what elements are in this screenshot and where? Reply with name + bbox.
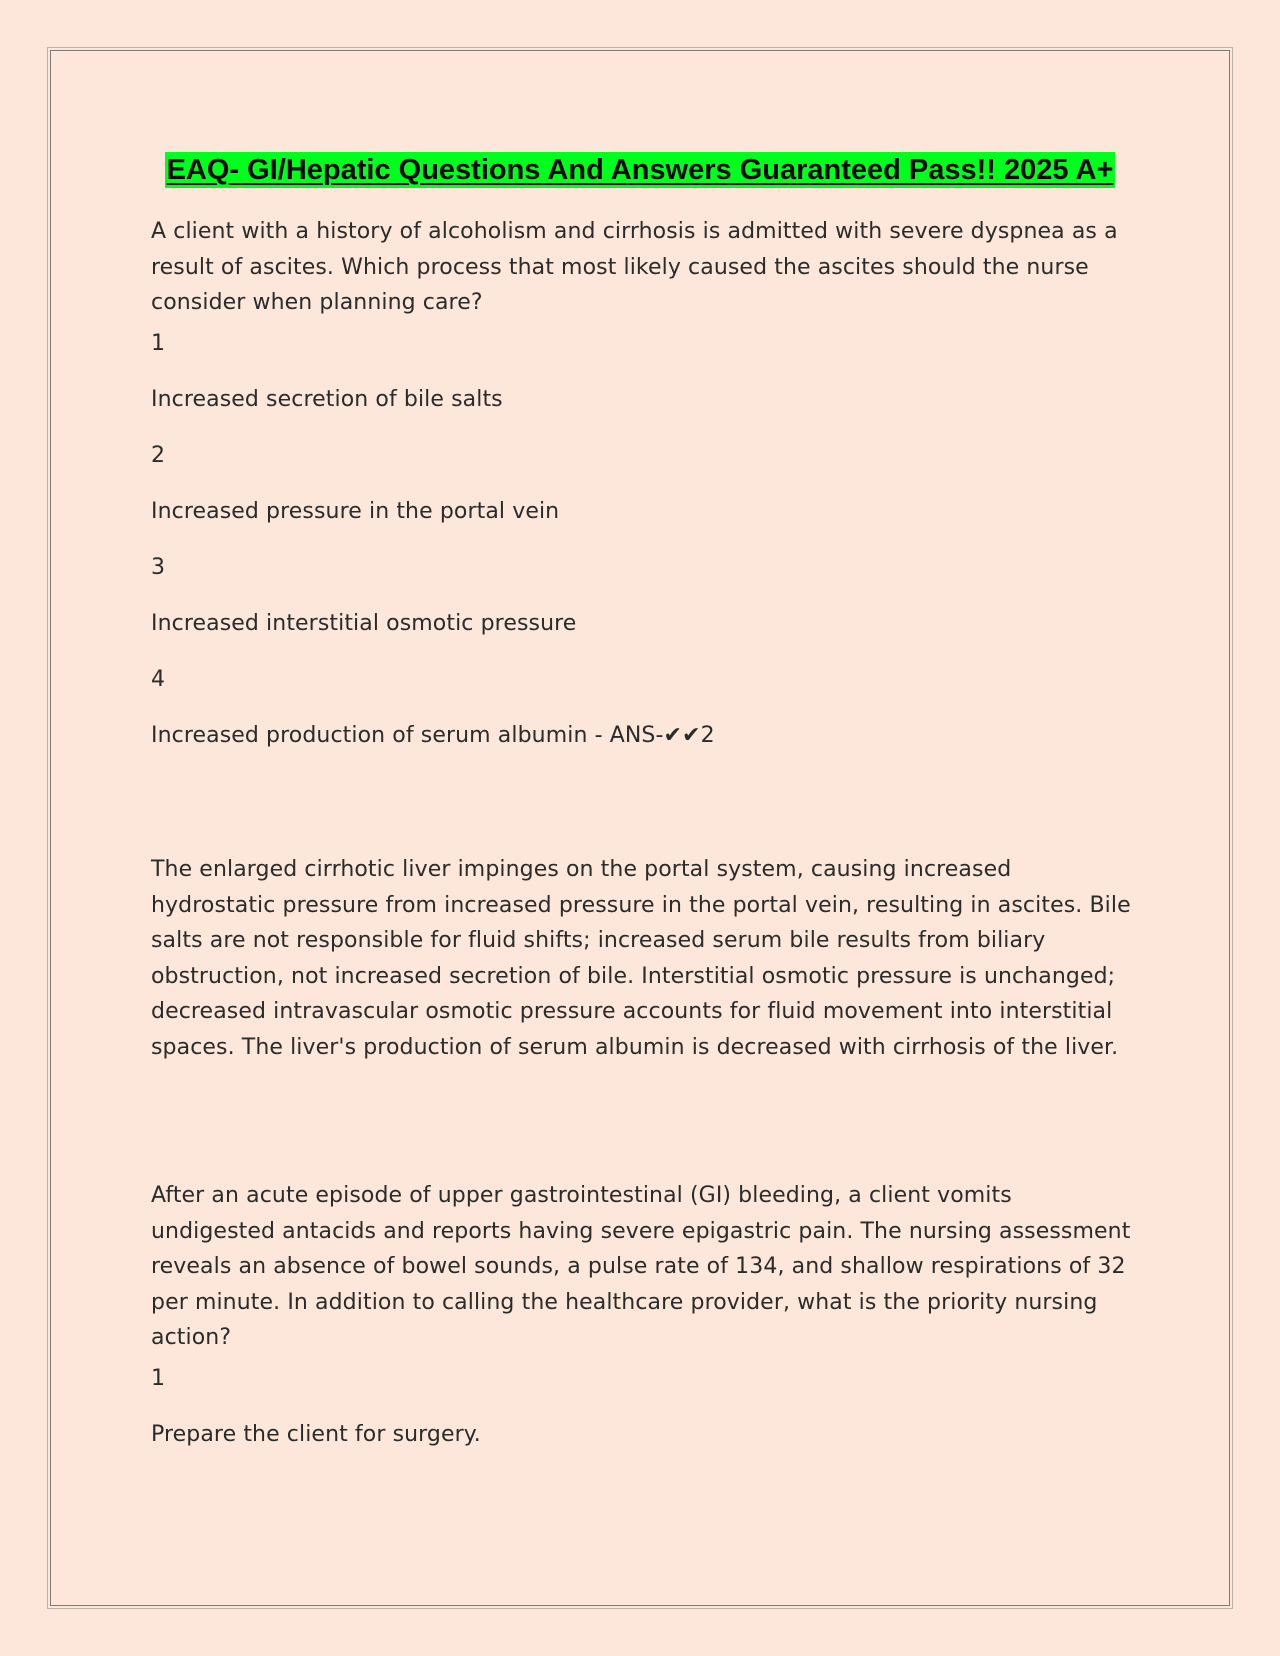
question-2 bbox=[151, 1178, 1141, 1447]
question-1 bbox=[151, 214, 1141, 748]
question-2-stem: After an acute episode of upper gastrointestinal (GI) bleeding, a client vomits undigested antacids and reports having severe epigastric pain. The nursing assessment reveals an absence of bowel sounds, a pulse rate of 134, and shallow respirations of 32 per minute. In addition to calling the healthcare provider, what is the priority nursing action? bbox=[151, 1183, 1131, 1350]
question-1-option-4-text: Increased production of serum albumin - ANS-✔✔2 bbox=[151, 723, 715, 748]
document-title-block bbox=[0, 152, 1280, 188]
question-1-option-3-number: 3 bbox=[151, 555, 166, 580]
question-2-option-1-number: 1 bbox=[151, 1366, 166, 1391]
question-1-option-4-number: 4 bbox=[151, 667, 166, 692]
question-1-option-2-number: 2 bbox=[151, 443, 166, 468]
question-1-option-1-number: 1 bbox=[151, 331, 166, 356]
question-1-option-3-text: Increased interstitial osmotic pressure bbox=[151, 611, 577, 636]
question-2-option-1-text: Prepare the client for surgery. bbox=[151, 1422, 481, 1447]
question-1-rationale: The enlarged cirrhotic liver impinges on the portal system, causing increased hydrostatic pressure from increased pressure in the portal vein, resulting in ascites. Bile salts are not responsible for fluid shifts; increased serum bile results from biliary obstruction, not increased secretion of bile. Interstitial osmotic pressure is unchanged; decreased intravascular osmotic pressure accounts for fluid movement into interstitial spaces. The liver's production of serum albumin is decreased with cirrhosis of the liver. bbox=[151, 857, 1131, 1060]
question-1-option-1-text: Increased secretion of bile salts bbox=[151, 387, 503, 412]
document-title: EAQ- GI/Hepatic Questions And Answers Guaranteed Pass!! 2025 A+ bbox=[166, 154, 1114, 186]
question-1-option-2-text: Increased pressure in the portal vein bbox=[151, 499, 560, 524]
question-1-stem: A client with a history of alcoholism and cirrhosis is admitted with severe dyspnea as a result of ascites. Which process that most likely caused the ascites should the nurse consider when planning care? bbox=[151, 219, 1118, 315]
